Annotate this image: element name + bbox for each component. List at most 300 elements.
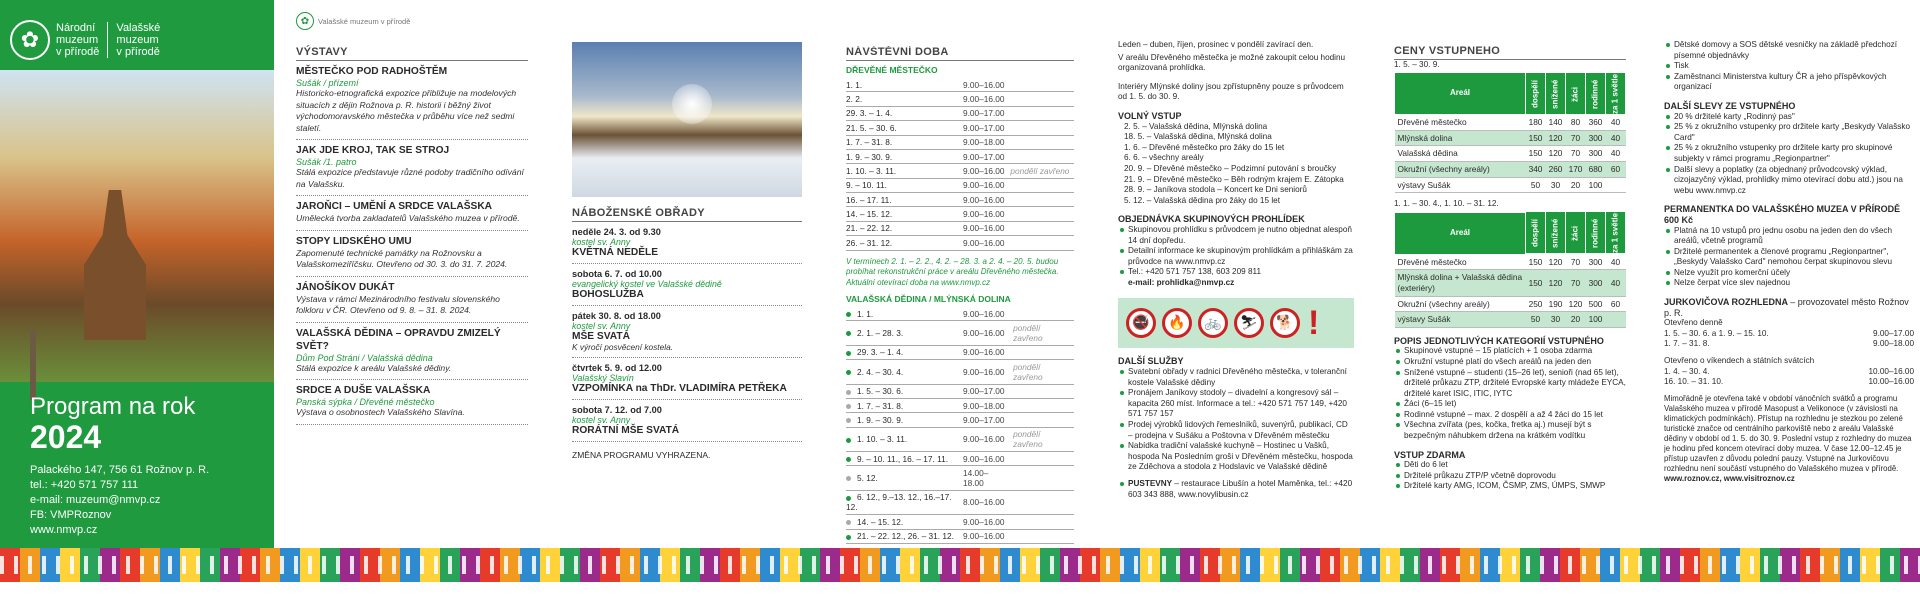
closed-note-cell [1008, 207, 1074, 221]
closed-note-cell [1011, 452, 1074, 466]
closed-note-cell [1008, 221, 1074, 235]
museum-logo-icon: ✿ [10, 20, 50, 60]
free-entry-title: VSTUP ZDARMA [1394, 449, 1466, 460]
price-cell: 30 [1546, 312, 1566, 328]
time-cell: 9.00–17.00 [961, 413, 1011, 427]
table-row [846, 193, 1074, 207]
exhibition-item [296, 277, 528, 323]
no-smoking-icon: 🚭 [1126, 308, 1156, 338]
date-text: 2. 1. – 28. 3. [857, 328, 904, 339]
price-cell [1606, 177, 1626, 193]
discounts-list [1664, 112, 1914, 197]
discounts-column [1664, 40, 1914, 588]
religious-date: neděle 24. 3. od 9.30 [572, 227, 661, 237]
column-header: snížené [1546, 73, 1566, 115]
tower-weekend: Otevřeno o víkendech a státních svátcích [1664, 356, 1815, 366]
religious-list [572, 222, 802, 442]
cross-shape [30, 330, 36, 400]
table-row [846, 207, 1074, 221]
tower-open: Otevřeno denně [1664, 318, 1723, 328]
free-entry-item: 18. 5. – Valašská dědina, Mlýnská dolina [1124, 132, 1272, 142]
date-cell [846, 178, 961, 192]
religious-name: MŠE SVATÁ [572, 331, 630, 342]
exhibition-name: SRDCE A DUŠE VALAŠSKA [296, 385, 431, 396]
religious-item [572, 222, 802, 264]
logo-text: v přírodě [116, 46, 160, 58]
date-cell [846, 78, 961, 92]
price-cell: 40 [1606, 254, 1626, 270]
tower-time: 9.00–17.00 [1873, 328, 1914, 338]
closed-note-cell: pondělí zavřeno [1011, 321, 1074, 345]
email-link[interactable]: e-mail: muzeum@nmvp.cz [30, 494, 161, 506]
group-item: Detailní informace ke skupinovým prohlídkám a přihláškám za průvodce na www.nmvp.cz [1118, 246, 1354, 267]
area-cell: Dřevěné městečko [1395, 254, 1526, 270]
exhibition-name: MĚSTEČKO POD RADHOŠTĚM [296, 66, 448, 77]
free-entry-title: VOLNÝ VSTUP [1118, 110, 1182, 121]
date-cell [846, 164, 961, 178]
price-cell: 40 [1606, 130, 1626, 146]
logo-text: Národní [56, 22, 96, 34]
warning-icon: ! [1308, 304, 1320, 343]
website-link[interactable]: www.nmvp.cz [30, 524, 98, 536]
group-item: Skupinovou prohlídku s průvodcem je nutno objednat alespoň 14 dní dopředu. [1118, 225, 1354, 246]
tower-sub: – provozovatel město Rožnov p. R. [1664, 297, 1909, 318]
date-text: 29. 3. – 1. 4. [857, 347, 904, 358]
religious-name: BOHOSLUŽBA [572, 289, 644, 300]
phone: tel.: +420 571 757 111 [30, 479, 139, 491]
price-period: 1. 1. – 30. 4., 1. 10. – 31. 12. [1394, 199, 1499, 209]
table-row [846, 413, 1074, 427]
date-cell [846, 490, 961, 514]
exhibition-desc: Zapomenuté technické památky na Rožnovsku a Valašskomeziříčsku. Otevřeno od 30. 3. do 31. 7. 2024. [296, 247, 508, 269]
table-row [846, 164, 1074, 178]
table-row [846, 121, 1074, 135]
table-row [846, 398, 1074, 412]
table-header-row [1395, 73, 1626, 115]
season-ticket-title: PERMANENTKA DO VALAŠSKÉHO MUZEA V PŘÍRODĚ 600 Kč [1664, 204, 1901, 225]
price-cell: 70 [1566, 270, 1586, 296]
price-cell: 70 [1566, 254, 1586, 270]
table-row [1395, 270, 1626, 296]
time-cell: 14.00–18.00 [961, 466, 1011, 490]
exhibition-desc: Výstava v rámci Mezinárodního festivalu slovenského folkloru v ČR. Otevřeno od 9. 8. – 31. 8. 2024. [296, 293, 500, 315]
date-cell [846, 135, 961, 149]
date-cell [846, 529, 961, 543]
price-cell: 680 [1586, 161, 1606, 177]
exhibition-place: Panská sýpka / Dřevěné městečko [296, 397, 435, 407]
table-row [846, 307, 1074, 321]
closed-note-cell [1008, 193, 1074, 207]
exhibition-name: JAK JDE KROJ, TAK SE STROJ [296, 145, 450, 156]
status-dot-icon [846, 418, 851, 423]
date-text: 1. 1. [857, 308, 874, 319]
date-text: 9. – 10. 11. [846, 180, 887, 191]
religious-item [572, 264, 802, 306]
religious-name: RORÁTNÍ MŠE SVATÁ [572, 425, 680, 436]
category-item: Snížené vstupné – studenti (15–26 let), senioři (nad 65 let), držitelé průkazu ZTP, držitelé Evropské karty mládeže EYCA, držitelé karet ISIC, ITIC, IYTC [1394, 368, 1626, 400]
free-entry-item: 2. 5. – Valašská dědina, Mlýnská dolina [1124, 121, 1268, 131]
price-cell: 180 [1526, 115, 1546, 131]
time-cell: 9.00–16.00 [961, 164, 1008, 178]
categories-title: POPIS JEDNOTLIVÝCH KATEGORIÍ VSTUPNÉHO [1394, 335, 1604, 346]
logo-text: muzeum [116, 34, 159, 46]
status-dot-icon [846, 476, 851, 481]
date-cell [846, 515, 961, 529]
tower-date: 16. 10. – 31. 10. [1664, 377, 1724, 387]
religious-item [572, 358, 802, 400]
sun-shape [672, 84, 712, 124]
table-row [846, 106, 1074, 120]
date-text: 1. 1. [846, 79, 863, 90]
tower-time: 9.00–18.00 [1873, 339, 1914, 349]
table-row [846, 149, 1074, 163]
price-cell: 100 [1586, 312, 1606, 328]
religious-name: VZPOMÍNKA na ThDr. VLADIMÍRA PETŘEKA [572, 383, 787, 394]
contact-block [30, 463, 209, 538]
cover-panel [0, 0, 274, 548]
date-text: 1. 7. – 31. 8. [846, 137, 893, 148]
reconstruction-note: V termínech 2. 1. – 2. 2., 4. 2. – 28. 3. a 2. 4. – 20. 5. budou probíhat rekonstrukční práce v areálu Dřevěného městečka. Aktuální otevírací doba na www.nmvp.cz [846, 256, 1059, 287]
exhibition-name: JÁNOŠÍKOV DUKÁT [296, 281, 395, 293]
no-bicycle-icon: 🚲 [1198, 308, 1228, 338]
date-text: 21. 5. – 30. 6. [846, 122, 897, 133]
religious-item [572, 306, 802, 358]
status-dot-icon [846, 404, 851, 409]
table-row [846, 452, 1074, 466]
date-text: 9. – 10. 11., 16. – 17. 11. [857, 453, 949, 464]
date-cell [846, 236, 961, 250]
free-list [1394, 460, 1626, 492]
religious-extra: K výročí posvěcení kostela. [572, 342, 673, 352]
discount-item: 25 % z okružního vstupenky pro držitele karty pro skupinové subjekty v rámci programu „Regionpartner" [1664, 143, 1914, 164]
tower-time: 10.00–16.00 [1868, 366, 1914, 376]
closed-note-cell [1011, 398, 1074, 412]
exhibition-item [296, 196, 528, 231]
status-dot-icon [846, 331, 851, 336]
exhibition-name: STOPY LIDSKÉHO UMU [296, 235, 412, 247]
program-title [30, 394, 195, 454]
table-row [846, 427, 1074, 451]
table-row [1395, 177, 1626, 193]
no-fire-icon: 🔥 [1162, 308, 1192, 338]
exhibition-place: Sušák / přízemí [296, 78, 359, 88]
table-row [846, 529, 1074, 543]
date-text: 1. 10. – 3. 11. [857, 434, 908, 445]
free-entry-item: 5. 12. – Valašská dědina pro žáky do 15 let [1124, 195, 1280, 205]
category-item: Všechna zvířata (pes, kočka, fretka aj.) musejí být s bezpečným náhubkem držena na krátkém vodítku [1394, 420, 1626, 441]
time-cell: 9.00–16.00 [961, 360, 1011, 384]
section-title-prices: CENY VSTUPNÉHO [1394, 46, 1626, 60]
table-row [1395, 296, 1626, 312]
column-header: žáci [1566, 212, 1586, 254]
free-entry-item: 1. 6. – Dřevěné městečko pro žáky do 15 let [1124, 142, 1285, 152]
table-row [846, 360, 1074, 384]
closed-note-cell [1011, 345, 1074, 359]
date-text: 2. 4. – 30. 4. [857, 366, 904, 377]
price-cell: 300 [1586, 254, 1606, 270]
free-entry-item: 6. 6. – všechny areály [1124, 153, 1204, 163]
info-text: Interiéry Mlýnské doliny jsou zpřístupněny pouze s průvodcem od 1. 5. do 30. 9. [1118, 81, 1344, 102]
closed-note-cell [1008, 121, 1074, 135]
hours-column [846, 46, 1074, 594]
free-item: Držitelé karty AMG, ICOM, ČSMP, ZMS, ÚMPS, SMWP [1394, 481, 1626, 492]
wooden-church-shape [84, 190, 146, 340]
time-cell: 9.00–16.00 [961, 529, 1011, 543]
closed-note-cell: pondělí zavřeno [1011, 360, 1074, 384]
exhibition-item [296, 61, 528, 140]
intro-text: Leden – duben, říjen, prosinec v pondělí zavírací den. [1118, 40, 1314, 49]
price-cell [1606, 312, 1626, 328]
tower-row [1664, 339, 1914, 350]
program-change-note: ZMĚNA PROGRAMU VYHRAZENA. [572, 450, 711, 460]
religious-column [572, 42, 802, 590]
time-cell: 9.00–17.00 [961, 149, 1008, 163]
status-dot-icon [846, 351, 851, 356]
free-list-cont [1664, 40, 1914, 93]
categories-list [1394, 346, 1626, 441]
date-text: 6. 12., 9.–13. 12., 16.–17. 12. [846, 492, 952, 513]
date-cell [846, 360, 961, 384]
section-title-exhibitions: VÝSTAVY [296, 46, 528, 61]
header-small [296, 12, 528, 30]
area-cell: výstavy Sušák [1395, 177, 1526, 193]
price-cell: 60 [1606, 161, 1626, 177]
no-dog-icon: 🐕 [1270, 308, 1300, 338]
date-text: 1. 10. – 3. 11. [846, 165, 897, 176]
religious-item [572, 400, 802, 442]
address: Palackého 147, 756 61 Rožnov p. R. [30, 464, 210, 476]
exhibition-item [296, 231, 528, 277]
closed-note-cell [1008, 236, 1074, 250]
price-cell: 70 [1566, 146, 1586, 162]
table-row [846, 135, 1074, 149]
closed-note-cell [1008, 135, 1074, 149]
program-year: 2024 [30, 419, 102, 455]
discounts-title: DALŠÍ SLEVY ZE VSTUPNÉHO [1664, 100, 1796, 111]
status-dot-icon [846, 457, 851, 462]
time-cell: 9.00–16.00 [961, 307, 1011, 321]
area-cell: Okružní (všechny areály) [1395, 161, 1526, 177]
tower-hours-weekend [1664, 367, 1914, 388]
exhibitions-column [296, 12, 528, 560]
prohibition-icons [1118, 298, 1354, 348]
time-cell: 9.00–16.00 [961, 515, 1011, 529]
price-cell: 120 [1546, 146, 1566, 162]
price-cell: 500 [1586, 296, 1606, 312]
religious-date: sobota 6. 7. od 10.00 [572, 269, 662, 279]
closed-note-cell [1011, 466, 1074, 490]
service-item: Svatební obřady v radnici Dřevěného městečka, v toleranční kostele Valašské dědiny [1118, 367, 1354, 388]
program-title-text: Program na rok [30, 393, 196, 420]
religious-place: Valašský Slavín [572, 373, 634, 383]
logo-text: muzeum [56, 34, 99, 46]
category-item: Žáci (6–15 let) [1394, 399, 1626, 410]
folk-ornament-strip [0, 548, 1920, 582]
price-cell: 300 [1586, 130, 1606, 146]
table-row [1395, 115, 1626, 131]
date-cell [846, 221, 961, 235]
category-item: Skupinové vstupné – 15 platících + 1 osoba zdarma [1394, 346, 1626, 357]
time-cell: 9.00–16.00 [961, 427, 1011, 451]
column-header: Areál [1395, 73, 1526, 115]
price-cell: 300 [1586, 146, 1606, 162]
column-header: snížené [1546, 212, 1566, 254]
area-cell: výstavy Sušák [1395, 312, 1526, 328]
date-text: 29. 3. – 1. 4. [846, 108, 893, 119]
discount-item: 25 % z okružního vstupenky pro držitele karty „Beskydy Valašsko Card" [1664, 122, 1914, 143]
date-cell [846, 413, 961, 427]
exhibition-item [296, 380, 528, 425]
exhibition-desc: Stálá expozice představuje různé podoby tradičního odívání na Valašsku. [296, 167, 524, 189]
date-cell [846, 427, 961, 451]
religious-date: sobota 7. 12. od 7.00 [572, 405, 662, 415]
village-hours-table [846, 307, 1074, 544]
museum-logo [0, 0, 274, 72]
exhibition-place: Dům Pod Stráni / Valašská dědina [296, 352, 433, 363]
table-row [846, 384, 1074, 398]
status-dot-icon [846, 520, 851, 525]
price-cell: 100 [1586, 177, 1606, 193]
exhibition-item [296, 323, 528, 381]
exhibition-item [296, 140, 528, 196]
facebook-link[interactable]: FB: VMPRoznov [30, 509, 112, 521]
date-text: 2. 2. [846, 94, 863, 105]
exhibition-desc: Umělecká tvorba zakladatelů Valašského muzea v přírodě. [296, 213, 520, 223]
table-row [1395, 312, 1626, 328]
free-entry-list [1118, 122, 1354, 207]
date-text: 1. 9. – 30. 9. [857, 414, 904, 425]
free-item: Dětské domovy a SOS dětské vesničky na základě předchozí písemné objednávky [1664, 40, 1914, 61]
tower-web-link[interactable]: www.roznov.cz, www.visitroznov.cz [1664, 473, 1795, 483]
date-cell [846, 106, 961, 120]
table-row [1395, 130, 1626, 146]
tower-row [1664, 367, 1914, 378]
exhibition-desc: Historicko-etnografická expozice přibližuje na modelových situacích z dějin Rožnova p. R. historii i běžný život východomoravského městečka v průběhu více než sedmi staletí. [296, 88, 517, 133]
price-cell: 360 [1586, 115, 1606, 131]
section-title-religious: NÁBOŽENSKÉ OBŘADY [572, 207, 802, 222]
column-header: rodinné [1586, 212, 1606, 254]
church-photo [0, 70, 274, 382]
price-table-summer [1394, 72, 1626, 193]
time-cell: 9.00–17.00 [961, 121, 1008, 135]
area-cell: Dřevěné městečko [1395, 115, 1526, 131]
logo-text: v přírodě [56, 46, 100, 58]
price-cell: 80 [1566, 115, 1586, 131]
closed-note-cell [1011, 490, 1074, 514]
price-table-winter [1394, 212, 1626, 328]
free-item: Děti do 6 let [1394, 460, 1626, 471]
table-row [1395, 254, 1626, 270]
time-cell: 9.00–17.00 [961, 106, 1008, 120]
area-cell: Mlýnská dolina + Valašská dědina (exteriéry) [1395, 270, 1526, 296]
date-text: 5. 12. [857, 473, 878, 484]
services-title: DALŠÍ SLUŽBY [1118, 356, 1184, 367]
tower-final-text: Mimořádně je otevřena také v období vánočních svátků a programu Valašského muzea v přírodě Masopust a Velikonoce (v závislosti na klimatických podmínkách). Přístup na rozhlednu je stezkou po zelené turistické značce od centrálního parkoviště nebo z areálu Valašské dědiny v období od 1. 5. do 30. 9. Poslední vstup z rozhledny do muzea je hodinu před koncem otevírací doby muzea. V čase 12.00–12.45 je přístup uzavřen z důvodu polední pauzy. Vstupné na Jurkovičovu rozhlednu není součástí vstupného do Valašského muzea v přírodě. [1664, 393, 1912, 473]
date-text: 26. – 31. 12. [846, 237, 893, 248]
info-text: V areálu Dřevěného městečka je možné zakoupit celou hodinu organizovaná prohlídka. [1118, 52, 1346, 73]
religious-date: čtvrtek 5. 9. od 12.00 [572, 363, 662, 373]
area-cell: Mlýnská dolina [1395, 130, 1526, 146]
subsection-village: VALAŠSKÁ DĚDINA / MLÝNSKÁ DOLINA [846, 294, 1011, 304]
religious-place: kostel sv. Anny [572, 321, 631, 331]
exhibition-desc: Stálá expozice k areálu Valašské dědiny. [296, 362, 452, 373]
closed-note-cell [1011, 515, 1074, 529]
table-row [846, 92, 1074, 106]
price-cell: 70 [1566, 130, 1586, 146]
closed-note-cell [1008, 106, 1074, 120]
category-item: Okružní vstupné platí do všech areálů na jeden den [1394, 357, 1626, 368]
tower-date: 1. 5. – 30. 6. a 1. 9. – 15. 10. [1664, 328, 1769, 338]
column-header: dospělí [1526, 212, 1546, 254]
header-small-text: Valašské muzeum v přírodě [318, 16, 411, 26]
date-text: 14. – 15. 12. [857, 516, 904, 527]
price-cell: 170 [1566, 161, 1586, 177]
season-ticket-item: Nelze využít pro komerční účely [1664, 268, 1914, 279]
price-cell: 40 [1606, 115, 1626, 131]
category-item: Rodinné vstupné – max. 2 dospělí a až 4 žáci do 15 let [1394, 410, 1626, 421]
date-cell [846, 92, 961, 106]
date-cell [846, 149, 961, 163]
column-header: za 1 světle [1606, 212, 1626, 254]
status-dot-icon [846, 535, 851, 540]
price-cell: 190 [1546, 296, 1566, 312]
closed-note-cell [1011, 529, 1074, 543]
price-cell: 250 [1526, 296, 1546, 312]
season-ticket-item: Držitelé permanentek a členové programu „Regionpartner", „Beskydy Valašsko Card" nemohou čerpat skupinovou slevu [1664, 247, 1914, 268]
table-row [846, 515, 1074, 529]
time-cell: 9.00–16.00 [961, 193, 1008, 207]
time-cell: 9.00–16.00 [961, 178, 1008, 192]
town-hours-table [846, 78, 1074, 251]
time-cell: 9.00–16.00 [961, 207, 1008, 221]
price-cell: 120 [1546, 270, 1566, 296]
tower-date: 1. 4. – 30. 4. [1664, 366, 1710, 376]
services-list [1118, 367, 1354, 473]
table-row [846, 178, 1074, 192]
time-cell: 9.00–16.00 [961, 321, 1011, 345]
date-text: 1. 5. – 30. 6. [857, 386, 904, 397]
pustevny-text: – restaurace Libušín a hotel Maměnka, tel.: +420 603 343 888, www.novylibusin.cz [1128, 479, 1353, 499]
free-item: Zaměstnanci Ministerstva kultury ČR a jeho příspěvkových organizací [1664, 72, 1914, 93]
price-cell: 150 [1526, 146, 1546, 162]
time-cell: 9.00–18.00 [961, 135, 1008, 149]
group-item: Tel.: +420 571 757 138, 603 209 811 [1118, 267, 1354, 278]
tower-time: 10.00–16.00 [1868, 377, 1914, 387]
subsection-town: DŘEVĚNÉ MĚSTEČKO [846, 65, 938, 75]
price-cell: 150 [1526, 270, 1546, 296]
time-cell: 9.00–17.00 [961, 384, 1011, 398]
date-cell [846, 345, 961, 359]
season-ticket-item: Platná na 10 vstupů pro jednu osobu na jeden den do všech areálů, včetně programů [1664, 226, 1914, 247]
table-header-row [1395, 212, 1626, 254]
table-row [1395, 161, 1626, 177]
exhibition-place: Sušák /1. patro [296, 157, 357, 167]
date-cell [846, 466, 961, 490]
time-cell: 9.00–16.00 [961, 92, 1008, 106]
tower-date: 1. 7. – 31. 8. [1664, 339, 1710, 349]
date-text: 14. – 15. 12. [846, 209, 893, 220]
price-cell: 140 [1546, 115, 1566, 131]
group-email-link[interactable]: e-mail: prohlidka@nmvp.cz [1128, 277, 1235, 287]
column-header: rodinné [1586, 73, 1606, 115]
column-header: dospělí [1526, 73, 1546, 115]
pustevny-item [1118, 479, 1354, 500]
column-header: žáci [1566, 73, 1586, 115]
closed-note-cell [1008, 178, 1074, 192]
closed-note-cell: pondělí zavřeno [1008, 164, 1074, 178]
date-cell [846, 207, 961, 221]
closed-note-cell [1008, 92, 1074, 106]
